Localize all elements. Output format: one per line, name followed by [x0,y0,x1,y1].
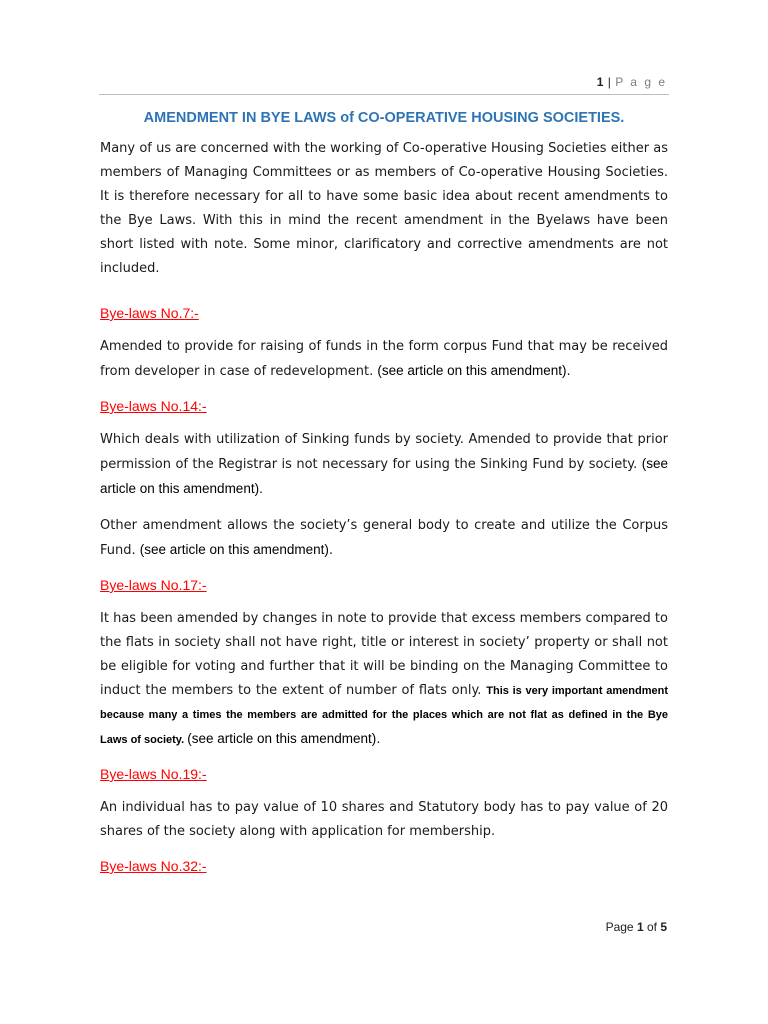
section-14-paragraph [100,428,668,502]
section-heading-19: Bye-laws No.19:- [100,766,207,782]
footer-current-page: 1 [636,920,644,934]
section-7-tail: . [566,364,571,379]
footer-total-pages: 5 [660,920,667,934]
page-footer [606,920,667,934]
footer-prefix: Page [605,920,637,934]
section-14-text-2: Other amendment allows the society’s general body to create and utilize the Corpus Fund. [100,518,668,558]
section-14-article-ref-2: (see article on this amendment) [139,542,329,557]
section-7-paragraph [100,335,668,384]
page-header [597,75,667,89]
section-heading-32: Bye-laws No.32:- [100,858,207,874]
footer-of: of [643,920,661,934]
section-14-tail-2: . [328,543,333,558]
header-page-number: 1 [596,75,604,89]
header-separator: | [603,75,616,89]
document-title: AMENDMENT IN BYE LAWS of CO-OPERATIVE HOUSING SOCIETIES. [143,110,625,126]
intro-paragraph: Many of us are concerned with the working of Co-operative Housing Societies either as members of Managing Committees or as members of Co-operative Housing Societies. It is therefore necessary for all to have some basic idea about recent amendments to the Bye Laws. With this in mind the recent amendment in the Byelaws have been short listed with note. Some minor, clarificatory and corrective amendments are not included. [100,141,668,276]
section-7-text: Amended to provide for raising of funds in the form corpus Fund that may be received from developer in case of redevelopment. [100,339,668,379]
section-heading-17: Bye-laws No.17:- [100,577,207,593]
section-17-bold-note: This is very important amendment because many a times the members are admitted for the places which are not flat as defined in the Bye Laws of society. [100,685,668,746]
section-14-paragraph-2 [100,514,668,563]
section-14-article-ref: (see article on this amendment). [100,456,668,496]
section-17-article-ref: (see article on this amendment) [187,731,377,746]
section-7-article-ref: (see article on this amendment) [377,363,567,378]
section-19-paragraph: An individual has to pay value of 10 shares and Statutory body has to pay value of 20 shares of the society along with application for membership. [100,800,668,839]
header-page-word: P a g e [615,75,667,89]
header-divider [99,94,669,95]
section-17-paragraph [100,607,668,752]
section-17-tail: . [376,732,381,747]
section-heading-7: Bye-laws No.7:- [100,305,199,321]
section-14-text: Which deals with utilization of Sinking funds by society. Amended to provide that prior permission of the Registrar is not necessary for using the Sinking Fund by society. [100,432,668,472]
section-heading-14: Bye-laws No.14:- [100,398,207,414]
document-body [100,137,668,876]
section-17-text: It has been amended by changes in note to provide that excess members compared to the flats in society shall not have right, title or interest in society’ property or shall not be eligible for voting and further that it will be binding on the Managing Committee to induct the members to the extent of number of flats only. [100,611,668,698]
